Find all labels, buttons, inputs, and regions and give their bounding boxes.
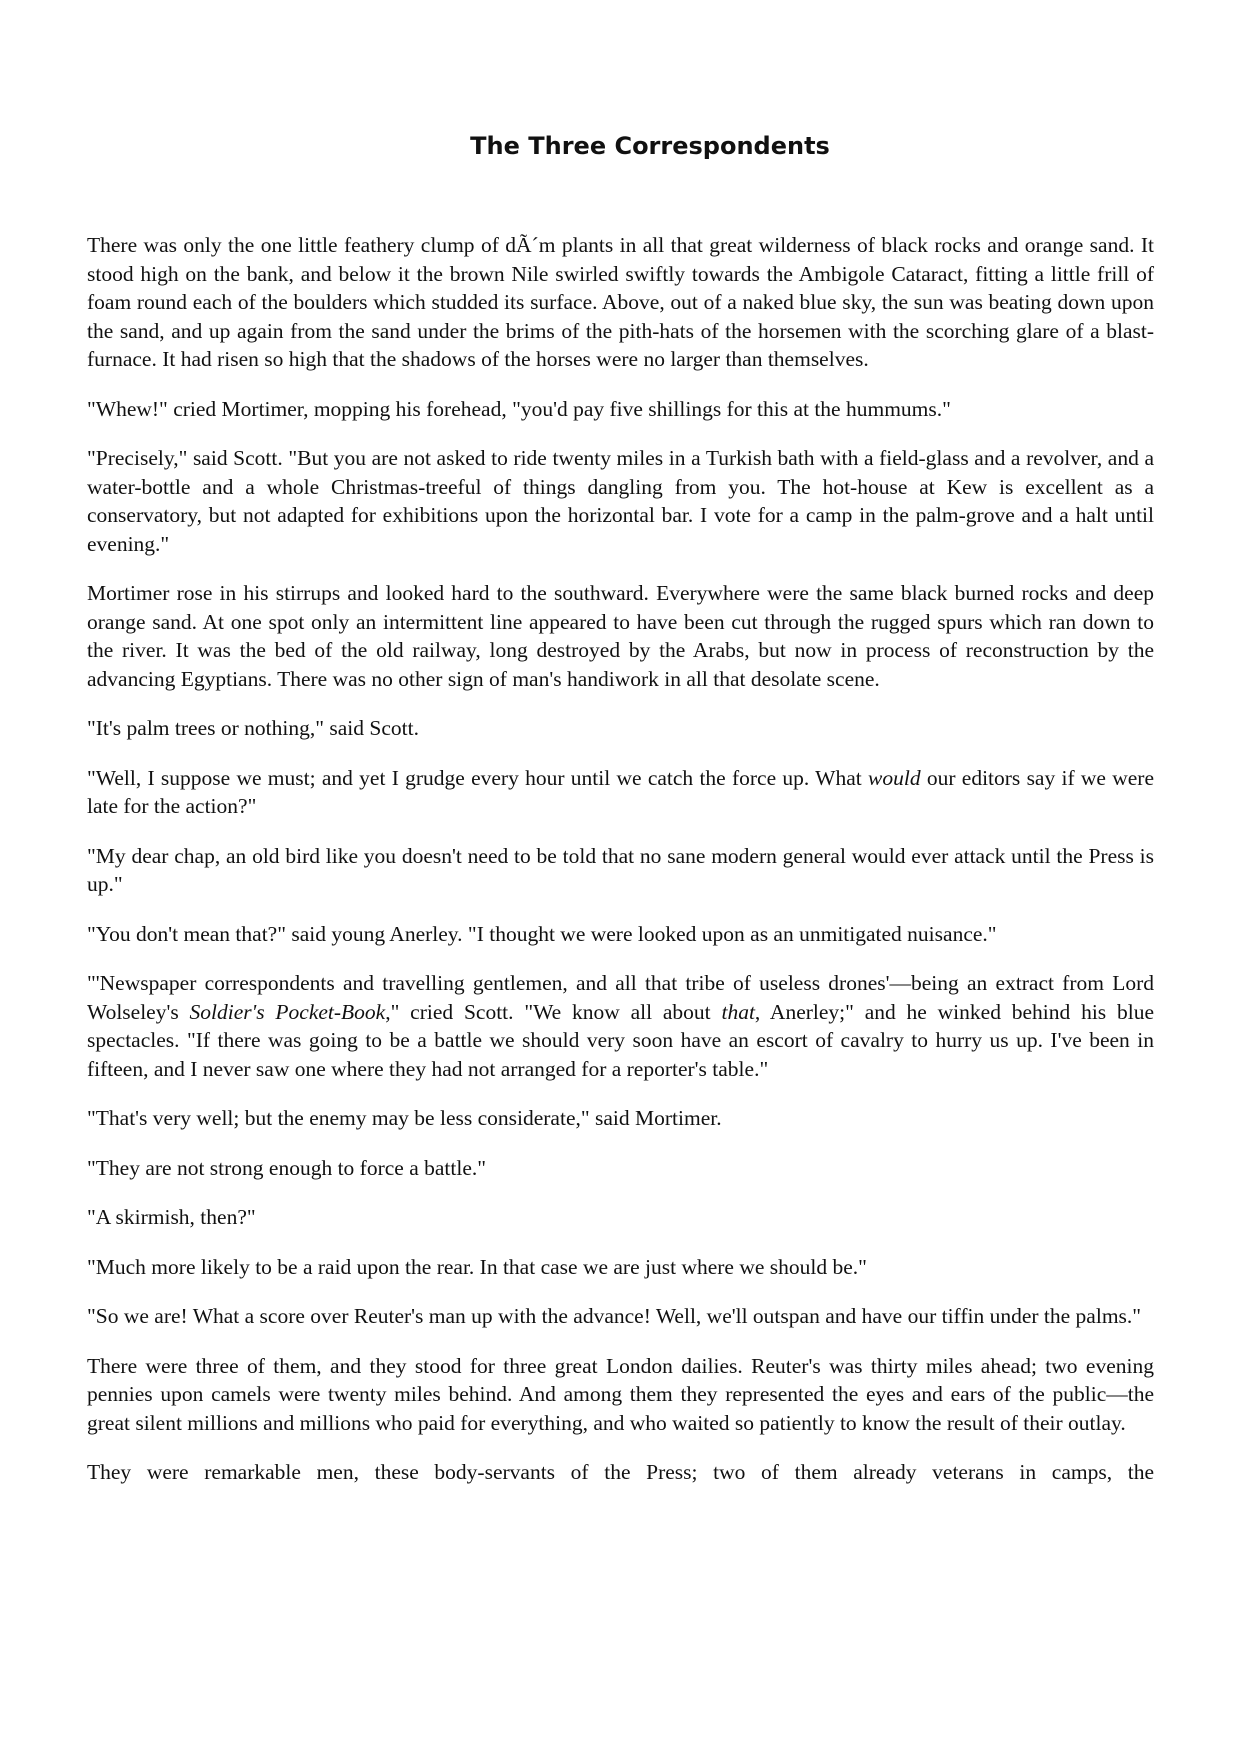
body-paragraph bbox=[87, 444, 1154, 558]
text-run: "A skirmish, then?" bbox=[87, 1205, 256, 1229]
text-run: "My dear chap, an old bird like you doesn't need to be told that no sane modern general would ever attack until the Press is up." bbox=[87, 843, 1154, 896]
document-body bbox=[87, 231, 1154, 1508]
body-paragraph bbox=[87, 920, 1154, 949]
body-paragraph bbox=[87, 969, 1154, 1083]
text-run: Mortimer rose in his stirrups and looked hard to the southward. Everywhere were the same black burned rocks and deep orange sand. At one spot only an intermittent line appeared to have been cut through the rugged spurs which ran down to the river. It was the bed of the old railway, long destroyed by the Arabs, but now in process of reconstruction by the advancing Egyptians. There was no other sign of man's handiwork in all that desolate scene. bbox=[87, 581, 1154, 691]
text-run: There were three of them, and they stood for three great London dailies. Reuter's was thirty miles ahead; two evening pennies upon camels were twenty miles behind. And among them they represented the eyes and ears of the public—the great silent millions and millions who paid for everything, and who waited so patiently to know the result of their outlay. bbox=[87, 1353, 1154, 1435]
italic-text: that bbox=[721, 999, 755, 1024]
text-run: "So we are! What a score over Reuter's man up with the advance! Well, we'll outspan and have our tiffin under the palms." bbox=[87, 1304, 1142, 1328]
body-paragraph bbox=[87, 231, 1154, 374]
body-paragraph bbox=[87, 1104, 1154, 1133]
text-run: "It's palm trees or nothing," said Scott. bbox=[87, 716, 419, 740]
text-run: "That's very well; but the enemy may be less considerate," said Mortimer. bbox=[87, 1106, 722, 1130]
body-paragraph bbox=[87, 1458, 1154, 1487]
text-run: ," cried Scott. "We know all about bbox=[385, 999, 722, 1024]
text-run: They were remarkable men, these body-servants of the Press; two of them already veterans in camps, the bbox=[87, 1460, 1154, 1484]
text-run: "You don't mean that?" said young Anerley. "I thought we were looked upon as an unmitigated nuisance." bbox=[87, 921, 997, 946]
italic-text: would bbox=[868, 765, 921, 790]
body-paragraph bbox=[87, 579, 1154, 693]
body-paragraph bbox=[87, 842, 1154, 899]
body-paragraph bbox=[87, 1154, 1154, 1183]
body-paragraph bbox=[87, 714, 1154, 743]
body-paragraph bbox=[87, 1253, 1154, 1282]
text-run: our editors say if we were late for the action?" bbox=[87, 765, 1155, 818]
body-paragraph bbox=[87, 1203, 1154, 1232]
body-paragraph bbox=[87, 395, 1154, 424]
body-paragraph bbox=[87, 1352, 1154, 1438]
text-run: There was only the one little feathery clump of dÃ´m plants in all that great wilderness of black rocks and orange sand. It stood high on the bank, and below it the brown Nile swirled swiftly towards the Ambigole Cataract, fitting a little frill of foam round each of the boulders which studded its surface. Above, out of a naked blue sky, the sun was beating down upon the sand, and up again from the sand under the brims of the pith-hats of the horsemen with the scorching glare of a blast-furnace. It had risen so high that the shadows of the horses were no larger than themselves. bbox=[87, 233, 1154, 371]
text-run: , Anerley;" and he winked behind his blue spectacles. "If there was going to be a battle we should very soon have an escort of cavalry to hurry us up. I've been in fifteen, and I never saw one where they had not arranged for a reporter's table." bbox=[87, 999, 1154, 1081]
text-run: "Precisely," said Scott. "But you are not asked to ride twenty miles in a Turkish bath with a field-glass and a revolver, and a water-bottle and a whole Christmas-treeful of things dangling from you. The hot-house at Kew is excellent as a conservatory, but not adapted for exhibitions upon the horizontal bar. I vote for a camp in the palm-grove and a halt until evening." bbox=[87, 446, 1154, 556]
document-title: The Three Correspondents bbox=[470, 132, 830, 160]
italic-text: Soldier's Pocket-Book bbox=[189, 999, 386, 1024]
text-run: "'Newspaper correspondents and travelling gentlemen, and all that tribe of useless drones'—being an extract from Lord Wolseley's bbox=[87, 971, 1154, 1024]
body-paragraph bbox=[87, 764, 1154, 821]
text-run: "Whew!" cried Mortimer, mopping his forehead, "you'd pay five shillings for this at the hummums." bbox=[87, 396, 951, 421]
text-run: "Well, I suppose we must; and yet I grudge every hour until we catch the force up. What bbox=[87, 765, 868, 790]
text-run: "They are not strong enough to force a battle." bbox=[87, 1155, 487, 1180]
body-paragraph bbox=[87, 1302, 1154, 1331]
text-run: "Much more likely to be a raid upon the rear. In that case we are just where we should be." bbox=[87, 1254, 867, 1279]
